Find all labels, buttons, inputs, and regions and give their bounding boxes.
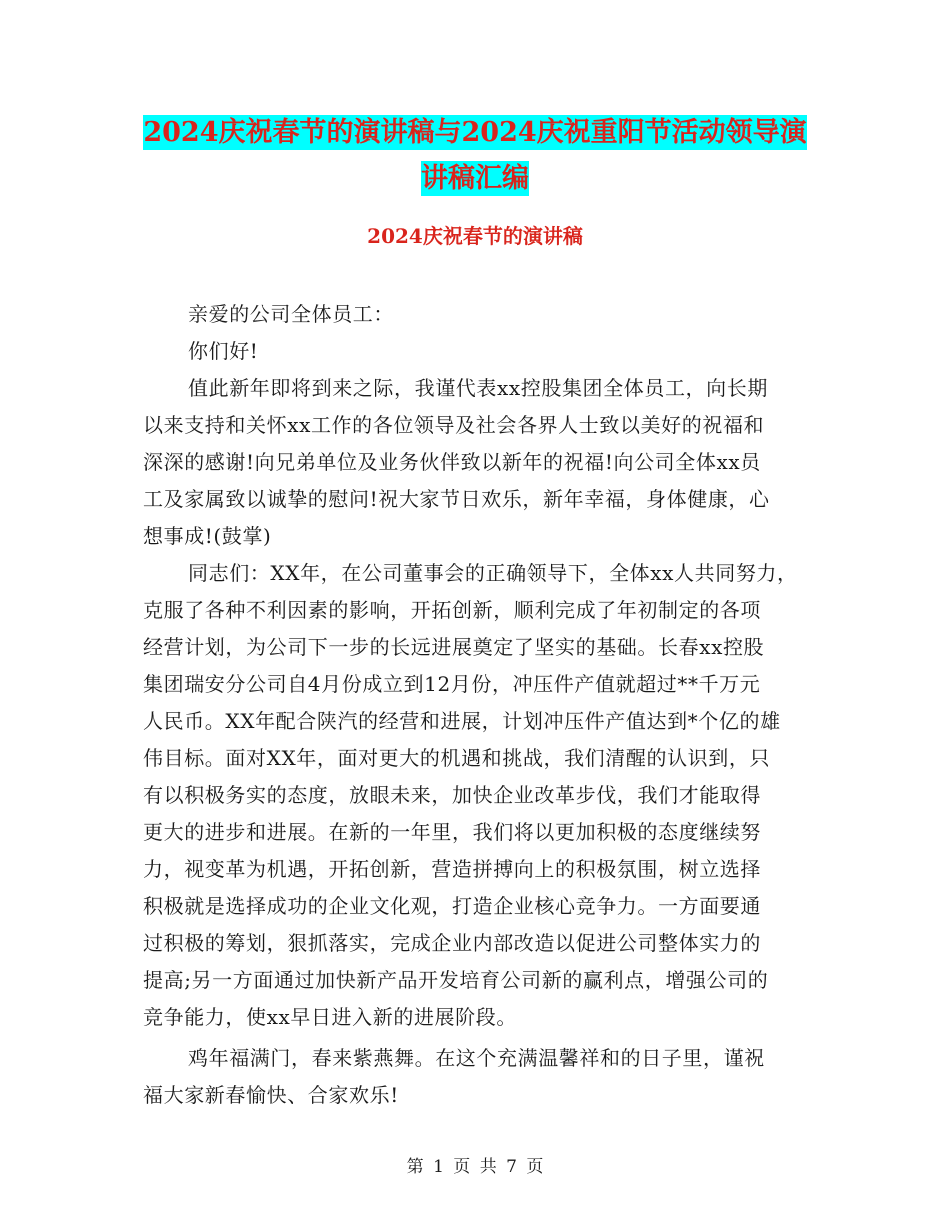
section-title: 2024庆祝春节的演讲稿 (367, 224, 583, 248)
body-line: 竞争能力，使xx早日进入新的进展阶段。 (143, 1005, 517, 1029)
body-line: 人民币。XX年配合陕汽的经营和进展，计划冲压件产值达到*个亿的雄 (143, 709, 781, 733)
body-line: 经营计划，为公司下一步的长远进展奠定了坚实的基础。长春xx控股 (143, 635, 765, 659)
title-line-2: 讲稿汇编 (421, 163, 529, 194)
body-line: 你们好! (188, 339, 259, 363)
body-line: 想事成!(鼓掌) (143, 524, 272, 548)
body-line: 福大家新春愉快、合家欢乐! (143, 1083, 399, 1107)
body-line: 伟目标。面对XX年，面对更大的机遇和挑战，我们清醒的认识到，只 (143, 746, 771, 770)
body-line: 积极就是选择成功的企业文化观，打造企业核心竞争力。一方面要通 (143, 894, 761, 918)
body-line: 亲爱的公司全体员工： (188, 302, 394, 326)
body-line: 提高;另一方面通过加快新产品开发培育公司新的赢利点，增强公司的 (143, 968, 769, 992)
body-line: 值此新年即将到来之际，我谨代表xx控股集团全体员工，向长期 (188, 376, 768, 400)
body-line: 更大的进步和进展。在新的一年里，我们将以更加积极的态度继续努 (143, 820, 761, 844)
body-line: 克服了各种不利因素的影响，开拓创新，顺利完成了年初制定的各项 (143, 598, 761, 622)
body-line: 以来支持和关怀xx工作的各位领导及社会各界人士致以美好的祝福和 (143, 413, 765, 437)
body-line: 过积极的筹划，狠抓落实，完成企业内部改造以促进公司整体实力的 (143, 931, 761, 955)
page-footer: 第 1 页 共 7 页 (406, 1157, 544, 1177)
body-line: 集团瑞安分公司自4月份成立到12月份，冲压件产值就超过**千万元 (143, 672, 761, 696)
body-line: 鸡年福满门，春来紫燕舞。在这个充满温馨祥和的日子里，谨祝 (188, 1046, 765, 1070)
body-line: 同志们：XX年，在公司董事会的正确领导下，全体xx人共同努力， (188, 561, 798, 585)
document-title (0, 110, 950, 202)
body-line: 深深的感谢!向兄弟单位及业务伙伴致以新年的祝福!向公司全体xx员 (143, 450, 761, 474)
body-line: 力，视变革为机遇，开拓创新，营造拼搏向上的积极氛围，树立选择 (143, 857, 761, 881)
body-line: 工及家属致以诚挚的慰问!祝大家节日欢乐，新年幸福，身体健康，心 (143, 487, 770, 511)
title-line-1: 2024庆祝春节的演讲稿与2024庆祝重阳节活动领导演 (143, 117, 807, 148)
body-line: 有以积极务实的态度，放眼未来，加快企业改革步伐，我们才能取得 (143, 783, 761, 807)
